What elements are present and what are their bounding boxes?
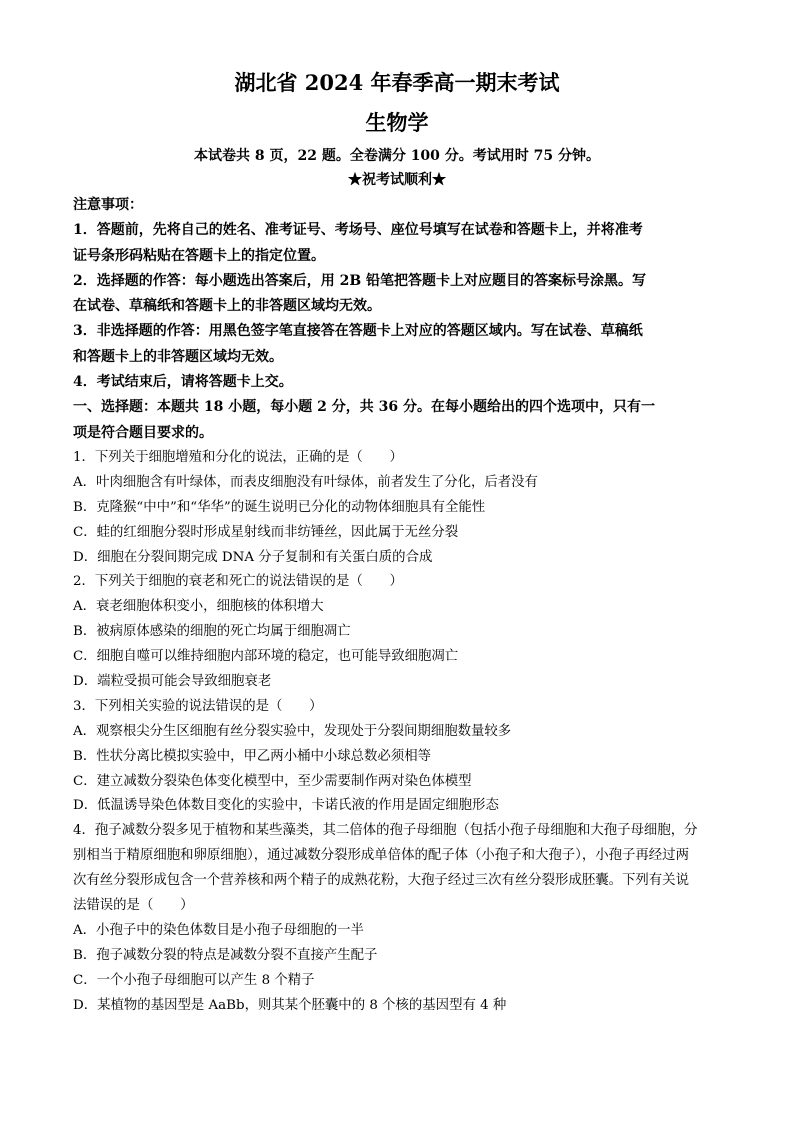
note-line: 在试卷、草稿纸和答题卡上的非答题区域均无效。 xyxy=(73,298,381,315)
exam-body xyxy=(73,193,723,1018)
question-stem: 法错误的是（ ） xyxy=(73,898,194,913)
section-heading: 项是符合题目要求的。 xyxy=(73,424,213,441)
option-a: A．叶肉细胞含有叶绿体，而表皮细胞没有叶绿体，前者发生了分化，后者没有 xyxy=(73,474,538,490)
note-line: 和答题卡上的非答题区域均无效。 xyxy=(73,348,283,365)
option-c: C．一个小孢子母细胞可以产生 8 个精子 xyxy=(73,972,315,988)
question-stem: 2．下列关于细胞的衰老和死亡的说法错误的是（ ） xyxy=(73,574,403,590)
option-b: B．被病原体感染的细胞的死亡均属于细胞凋亡 xyxy=(73,624,351,640)
section-heading: 一、选择题：本题共 18 小题，每小题 2 分，共 36 分。在每小题给出的四个选项中，只有一 xyxy=(73,399,655,416)
option-d: D．低温诱导染色体数目变化的实验中，卡诺氏液的作用是固定细胞形态 xyxy=(73,798,499,814)
exam-wish: ★祝考试顺利★ xyxy=(348,172,446,188)
option-d: D．端粒受损可能会导致细胞衰老 xyxy=(73,673,272,689)
option-d: D．细胞在分裂间期完成 DNA 分子复制和有关蛋白质的合成 xyxy=(73,549,433,565)
option-a: A．衰老细胞体积变小，细胞核的体积增大 xyxy=(73,599,324,615)
option-c: C．细胞自噬可以维持细胞内部环境的稳定，也可能导致细胞凋亡 xyxy=(73,649,459,665)
note-line: 4．考试结束后，请将答题卡上交。 xyxy=(73,374,293,391)
option-b: B．性状分离比模拟实验中，甲乙两小桶中小球总数必须相等 xyxy=(73,748,431,764)
note-line: 1．答题前，先将自己的姓名、准考证号、考场号、座位号填写在试卷和答题卡上，并将准考 xyxy=(73,222,643,239)
question-4 xyxy=(73,819,723,1018)
exam-title: 湖北省 2024 年春季高一期末考试 xyxy=(234,70,560,95)
notes-heading: 注意事项： xyxy=(73,197,143,213)
question-stem: 别相当于精原细胞和卵原细胞），通过减数分裂形成单倍体的配子体（小孢子和大孢子），小孢子再经过两 xyxy=(73,848,689,864)
option-b: B．孢子减数分裂的特点是减数分裂不直接产生配子 xyxy=(73,947,378,963)
question-2 xyxy=(73,570,723,694)
question-stem: 4．孢子减数分裂多见于植物和某些藻类，其二倍体的孢子母细胞（包括小孢子母细胞和大孢子母细胞，分 xyxy=(73,823,698,839)
option-c: C．蛙的红细胞分裂时形成星射线而非纺锤丝，因此属于无丝分裂 xyxy=(73,524,459,540)
question-1 xyxy=(73,446,723,570)
subject-title: 生物学 xyxy=(365,110,429,135)
exam-info: 本试卷共 8 页，22 题。全卷满分 100 分。考试用时 75 分钟。 xyxy=(193,148,601,164)
option-c: C．建立减数分裂染色体变化模型中，至少需要制作两对染色体模型 xyxy=(73,773,472,789)
question-stem: 3．下列相关实验的说法错误的是（ ） xyxy=(73,698,323,714)
option-a: A．小孢子中的染色体数目是小孢子母细胞的一半 xyxy=(73,922,364,938)
question-stem: 1．下列关于细胞增殖和分化的说法，正确的是（ ） xyxy=(73,449,403,465)
question-stem: 次有丝分裂形成包含一个营养核和两个精子的成熟花粉，大孢子经过三次有丝分裂形成胚囊。下列有关说 xyxy=(73,873,689,889)
note-line: 证号条形码粘贴在答题卡上的指定位置。 xyxy=(73,247,325,264)
option-b: B．克隆猴“中中”和“华华”的诞生说明已分化的动物体细胞具有全能性 xyxy=(73,499,486,515)
note-line: 2．选择题的作答：每小题选出答案后，用 2B 铅笔把答题卡上对应题目的答案标号涂黑。写 xyxy=(73,272,647,289)
note-line: 3．非选择题的作答：用黑色签字笔直接答在答题卡上对应的答题区域内。写在试卷、草稿纸 xyxy=(73,323,643,340)
question-3 xyxy=(73,695,723,819)
option-d: D．某植物的基因型是 AaBb，则其某个胚囊中的 8 个核的基因型有 4 种 xyxy=(73,997,507,1013)
option-a: A．观察根尖分生区细胞有丝分裂实验中，发现处于分裂间期细胞数量较多 xyxy=(73,723,512,739)
